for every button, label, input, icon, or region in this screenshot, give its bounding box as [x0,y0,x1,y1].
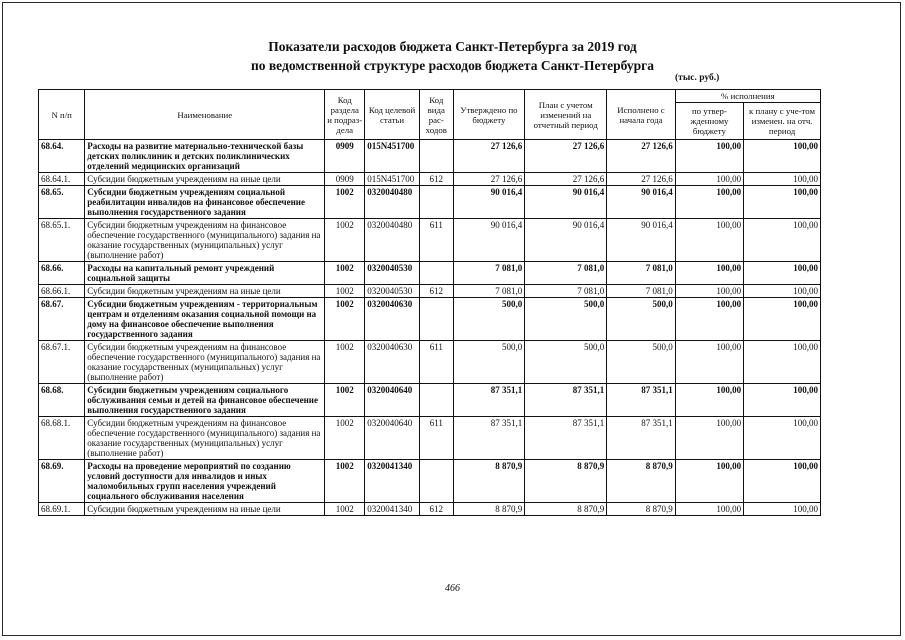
header-plan: План с учетом изменений на отчетный период [525,90,607,140]
cell-pct-plan: 100,00 [744,219,821,262]
cell-approved: 500,0 [453,341,525,384]
header-num: N п/п [39,90,85,140]
cell-target-code: 0320040480 [365,219,420,262]
table-row [39,219,821,262]
cell-plan: 87 351,1 [525,384,607,417]
cell-expense-type [419,298,453,341]
cell-section-code: 1002 [325,298,365,341]
table-row [39,417,821,460]
table-row [39,140,821,173]
cell-pct-plan: 100,00 [744,186,821,219]
cell-expense-type: 611 [419,417,453,460]
cell-target-code: 0320040630 [365,341,420,384]
cell-executed: 8 870,9 [607,503,675,516]
cell-num: 68.68.1. [39,417,85,460]
cell-pct-approved: 100,00 [675,460,743,503]
cell-name: Субсидии бюджетным учреждениям на финансовое обеспечение государственного (муниципального) задания на оказание государственных (муниципальных) услуг (выполнение работ) [85,341,325,384]
cell-section-code: 1002 [325,503,365,516]
budget-table [38,89,821,516]
cell-num: 68.64. [39,140,85,173]
cell-pct-plan: 100,00 [744,285,821,298]
cell-executed: 90 016,4 [607,219,675,262]
cell-executed: 500,0 [607,341,675,384]
cell-num: 68.69. [39,460,85,503]
cell-target-code: 0320040530 [365,262,420,285]
cell-pct-approved: 100,00 [675,173,743,186]
cell-expense-type: 612 [419,285,453,298]
cell-executed: 87 351,1 [607,417,675,460]
cell-executed: 87 351,1 [607,384,675,417]
cell-name: Субсидии бюджетным учреждениям социального обслуживания семьи и детей на финансовое обеспечение выполнения государственного задания [85,384,325,417]
table-body [39,140,821,516]
cell-target-code: 0320041340 [365,460,420,503]
cell-pct-approved: 100,00 [675,384,743,417]
header-pct-plan: к плану с уче-том изменен. на отч. период [744,103,821,140]
cell-approved: 8 870,9 [453,460,525,503]
cell-name: Расходы на проведение мероприятий по созданию условий доступности для инвалидов и иных маломобильных групп населения учреждений социального обслуживания населения [85,460,325,503]
cell-num: 68.65. [39,186,85,219]
cell-num: 68.65.1. [39,219,85,262]
header-section: Код раздела и подраз-дела [325,90,365,140]
cell-target-code: 0320041340 [365,503,420,516]
table-header [39,90,821,140]
cell-section-code: 1002 [325,341,365,384]
cell-plan: 500,0 [525,298,607,341]
cell-name: Субсидии бюджетным учреждениям на финансовое обеспечение государственного (муниципального) задания на оказание государственных (муниципальных) услуг (выполнение работ) [85,417,325,460]
header-type: Код вида рас-ходов [419,90,453,140]
cell-section-code: 0909 [325,140,365,173]
cell-section-code: 1002 [325,219,365,262]
cell-plan: 27 126,6 [525,173,607,186]
cell-plan: 8 870,9 [525,503,607,516]
table-row [39,503,821,516]
cell-pct-plan: 100,00 [744,384,821,417]
cell-section-code: 1002 [325,186,365,219]
units-label: (тыс. руб.) [675,73,720,83]
cell-approved: 500,0 [453,298,525,341]
header-approved: Утверждено по бюджету [453,90,525,140]
table-row [39,285,821,298]
cell-approved: 87 351,1 [453,417,525,460]
cell-plan: 7 081,0 [525,262,607,285]
table-row [39,186,821,219]
cell-num: 68.67. [39,298,85,341]
cell-approved: 90 016,4 [453,219,525,262]
header-pct-approved: по утвер-жденному бюджету [675,103,743,140]
cell-approved: 27 126,6 [453,173,525,186]
cell-plan: 87 351,1 [525,417,607,460]
cell-section-code: 1002 [325,460,365,503]
table-row [39,173,821,186]
header-target: Код целевой статьи [365,90,420,140]
cell-pct-plan: 100,00 [744,140,821,173]
cell-pct-plan: 100,00 [744,298,821,341]
page-number: 466 [445,583,460,594]
cell-num: 68.67.1. [39,341,85,384]
cell-approved: 90 016,4 [453,186,525,219]
table-row [39,384,821,417]
cell-executed: 8 870,9 [607,460,675,503]
cell-name: Расходы на развитие материально-технической базы детских поликлиник и детских поликлинических отделений медицинских организаций [85,140,325,173]
cell-num: 68.66.1. [39,285,85,298]
cell-num: 68.68. [39,384,85,417]
cell-target-code: 0320040480 [365,186,420,219]
cell-pct-plan: 100,00 [744,173,821,186]
cell-executed: 90 016,4 [607,186,675,219]
cell-name: Субсидии бюджетным учреждениям на иные цели [85,173,325,186]
table-row [39,298,821,341]
document-title-line-2: по ведомственной структуре расходов бюджета Санкт-Петербурга [250,58,655,73]
cell-executed: 27 126,6 [607,140,675,173]
cell-target-code: 015N451700 [365,173,420,186]
cell-plan: 7 081,0 [525,285,607,298]
cell-expense-type [419,384,453,417]
cell-target-code: 0320040630 [365,298,420,341]
cell-expense-type: 611 [419,341,453,384]
cell-pct-approved: 100,00 [675,219,743,262]
cell-pct-approved: 100,00 [675,285,743,298]
cell-num: 68.69.1. [39,503,85,516]
cell-pct-plan: 100,00 [744,417,821,460]
cell-expense-type: 612 [419,173,453,186]
cell-expense-type [419,140,453,173]
cell-expense-type [419,262,453,285]
cell-target-code: 0320040640 [365,417,420,460]
cell-pct-plan: 100,00 [744,503,821,516]
cell-name: Субсидии бюджетным учреждениям социальной реабилитации инвалидов на финансовое обеспечение выполнения государственного задания [85,186,325,219]
table-row [39,460,821,503]
cell-approved: 7 081,0 [453,285,525,298]
cell-name: Субсидии бюджетным учреждениям на иные цели [85,503,325,516]
cell-approved: 8 870,9 [453,503,525,516]
header-executed: Исполнено с начала года [607,90,675,140]
cell-target-code: 0320040640 [365,384,420,417]
cell-approved: 87 351,1 [453,384,525,417]
table-row [39,262,821,285]
cell-section-code: 1002 [325,384,365,417]
cell-pct-plan: 100,00 [744,460,821,503]
cell-pct-plan: 100,00 [744,341,821,384]
header-name: Наименование [85,90,325,140]
cell-name: Расходы на капитальный ремонт учреждений социальной защиты [85,262,325,285]
cell-target-code: 015N451700 [365,140,420,173]
cell-expense-type [419,460,453,503]
table-row [39,341,821,384]
document-title-line-1: Показатели расходов бюджета Санкт-Петербурга за 2019 год [268,39,637,54]
header-pct-group: % исполнения [675,90,820,103]
cell-pct-approved: 100,00 [675,341,743,384]
cell-name: Субсидии бюджетным учреждениям - территориальным центрам и отделениям оказания социальной помощи на дому на финансовое обеспечение выполнения государственного задания [85,298,325,341]
cell-pct-approved: 100,00 [675,417,743,460]
cell-num: 68.66. [39,262,85,285]
cell-executed: 27 126,6 [607,173,675,186]
cell-section-code: 1002 [325,262,365,285]
cell-plan: 500,0 [525,341,607,384]
cell-pct-approved: 100,00 [675,503,743,516]
cell-name: Субсидии бюджетным учреждениям на финансовое обеспечение государственного (муниципального) задания на оказание государственных (муниципальных) услуг (выполнение работ) [85,219,325,262]
cell-pct-approved: 100,00 [675,298,743,341]
cell-target-code: 0320040530 [365,285,420,298]
cell-approved: 7 081,0 [453,262,525,285]
cell-expense-type: 611 [419,219,453,262]
cell-executed: 500,0 [607,298,675,341]
cell-plan: 27 126,6 [525,140,607,173]
cell-num: 68.64.1. [39,173,85,186]
cell-executed: 7 081,0 [607,262,675,285]
cell-plan: 90 016,4 [525,219,607,262]
cell-pct-approved: 100,00 [675,262,743,285]
cell-expense-type: 612 [419,503,453,516]
cell-name: Субсидии бюджетным учреждениям на иные цели [85,285,325,298]
cell-expense-type [419,186,453,219]
cell-pct-approved: 100,00 [675,186,743,219]
cell-section-code: 1002 [325,285,365,298]
cell-plan: 8 870,9 [525,460,607,503]
cell-pct-plan: 100,00 [744,262,821,285]
cell-approved: 27 126,6 [453,140,525,173]
cell-pct-approved: 100,00 [675,140,743,173]
cell-section-code: 1002 [325,417,365,460]
cell-plan: 90 016,4 [525,186,607,219]
cell-executed: 7 081,0 [607,285,675,298]
cell-section-code: 0909 [325,173,365,186]
